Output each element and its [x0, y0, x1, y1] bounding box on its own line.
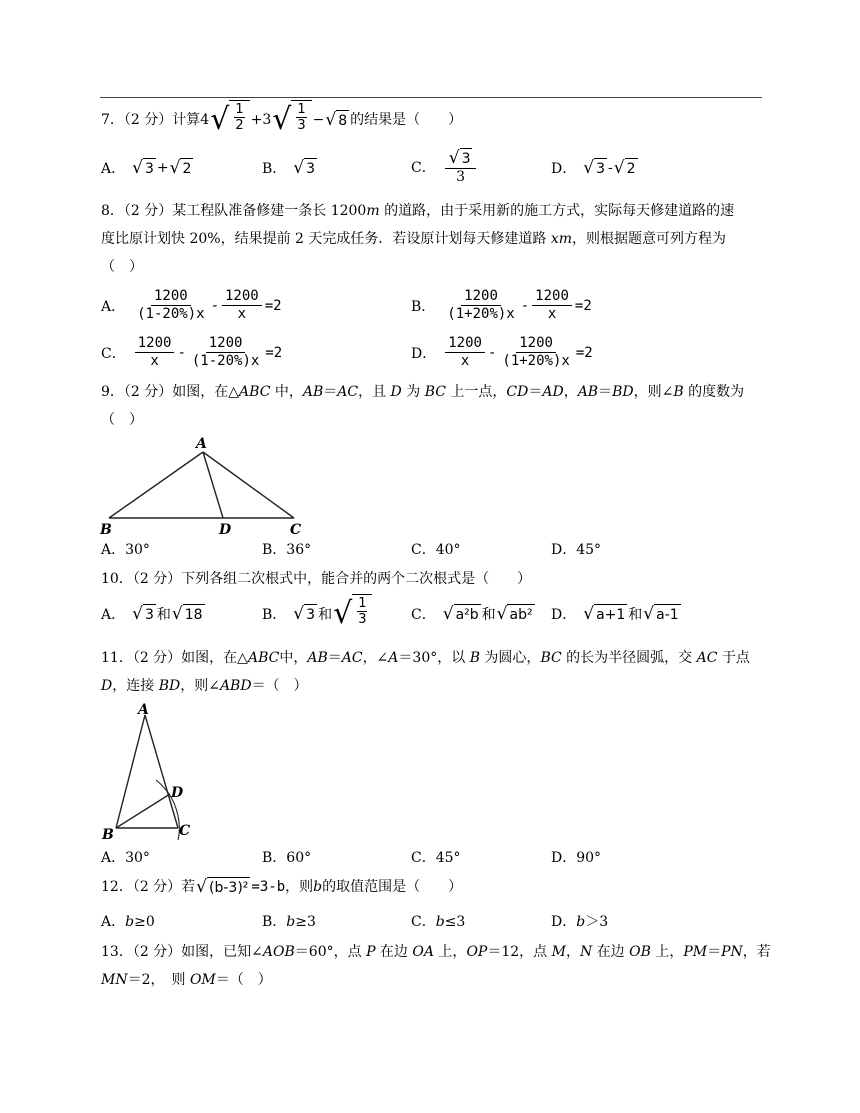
q7-option-c[interactable]: C． √ 3 3 [411, 148, 479, 186]
q12-option-d[interactable]: D．b＞3 [551, 914, 609, 930]
q11-option-a[interactable]: A．30° [101, 850, 150, 866]
q9-option-c[interactable]: C．40° [411, 542, 461, 558]
q7-option-a[interactable]: A． √ 3 + √ 2 [101, 158, 192, 178]
question-11-line-2: D，连接 BD，则∠ABD＝（ ） [101, 678, 308, 694]
q9-option-b[interactable]: B．36° [262, 542, 312, 558]
q7-radical-3: √ 8 [325, 110, 348, 130]
q11-label-a: A [138, 702, 149, 718]
q11-option-c[interactable]: C．45° [411, 850, 461, 866]
q9-option-d[interactable]: D．45° [551, 542, 602, 558]
question-12-stem: 12．（2 分）若 √ (b-3)² =3-b ，则 b 的取值范围是（ ） [101, 877, 463, 897]
q9-segment-ac [203, 452, 294, 518]
q11-triangle-figure [100, 700, 200, 845]
q9-label-b: B [100, 522, 112, 538]
q7-option-b[interactable]: B． √ 3 [262, 158, 316, 178]
q11-label-c: C [179, 823, 191, 839]
q12-option-b[interactable]: B．b≥3 [262, 914, 316, 930]
q7-coefficient: 4 [200, 112, 210, 128]
q7-stem-prefix: 7．（2 分）计算 [101, 112, 201, 128]
question-8-line-1: 8．（2 分）某工程队准备修建一条长 1200m 的道路，由于采用新的施工方式，实际每天修建道路的速 [101, 203, 735, 219]
question-9-line-1: 9．（2 分）如图，在△ABC 中，AB＝AC，且 D 为 BC 上一点，CD＝AD，AB＝BD，则∠B 的度数为 [101, 384, 745, 400]
question-13-line-2: MN＝2， 则 OM＝（ ） [101, 972, 272, 988]
q8-option-c[interactable]: C． $\frac{1200}{x}$ - $\frac{1200}{(1-20\%)x}$ =2 [101, 335, 283, 369]
q8-option-d[interactable]: D． $\frac{1200}{x}$ - $\frac{1200}{(1+20\%)x}$ =2 [411, 335, 593, 369]
question-11-line-1: 11．（2 分）如图，在△ABC中，AB＝AC，∠A＝30°，以 B 为圆心，BC 的长为半径圆弧，交 AC 于点 [101, 650, 750, 666]
question-8-line-2: 度比原计划快 20%，结果提前 2 天完成任务．若设原计划每天修建道路 xm，则根据题意可列方程为 [101, 231, 726, 247]
q8-option-b[interactable]: B． $\frac{1200}{(1+20\%)x}$ - $\frac{1200}{x}$ =2 [411, 288, 592, 322]
q8-option-a[interactable]: A． $\frac{1200}{(1-20\%)x}$ - $\frac{1200}{x}$ =2 [101, 288, 282, 322]
header-rule [100, 97, 762, 98]
q11-label-b: B [102, 827, 114, 843]
q7-radical-1: √ $\frac{1}{2}$ [210, 100, 249, 140]
q9-segment-ad [203, 452, 223, 518]
q7-option-d[interactable]: D． √ 3 - √ 2 [551, 158, 636, 178]
q7-operator-1: +3 [250, 112, 272, 128]
q7-operator-2: − [312, 112, 325, 128]
q7-stem-suffix: 的结果是（ ） [350, 112, 463, 128]
q10-option-a[interactable]: A． √ 3 和 √ 18 [101, 604, 203, 624]
q10-option-b[interactable]: B． √ 3 和 √ $\frac{1}{3}$ [262, 594, 373, 634]
q10-option-d[interactable]: D． √ a+1 和 √ a-1 [551, 604, 679, 624]
question-9-line-2: （ ） [101, 412, 143, 428]
q11-segment-ab [116, 715, 145, 828]
q9-label-d: D [219, 522, 232, 538]
question-7-stem [101, 100, 462, 140]
q10-option-c[interactable]: C． √ a²b 和 √ ab² [411, 604, 533, 624]
q11-option-b[interactable]: B．60° [262, 850, 312, 866]
q7-radical-2: √ $\frac{1}{3}$ [272, 100, 311, 140]
q12-option-c[interactable]: C．b≤3 [411, 914, 466, 930]
question-10-stem: 10．（2 分）下列各组二次根式中，能合并的两个二次根式是（ ） [101, 571, 532, 587]
q12-option-a[interactable]: A．b≥0 [101, 914, 155, 930]
q9-label-c: C [290, 522, 302, 538]
q11-option-d[interactable]: D．90° [551, 850, 602, 866]
q11-segment-ac [145, 715, 178, 828]
q9-option-a[interactable]: A．30° [101, 542, 150, 558]
q11-label-d: D [171, 785, 184, 801]
q9-triangle-figure [100, 435, 315, 540]
question-13-line-1: 13．（2 分）如图，已知∠AOB＝60°，点 P 在边 OA 上，OP＝12，点 M，N 在边 OB 上，PM＝PN，若 [101, 944, 771, 960]
q9-segment-ab [109, 452, 203, 518]
question-8-line-3: （ ） [101, 259, 143, 275]
q9-label-a: A [196, 436, 207, 452]
